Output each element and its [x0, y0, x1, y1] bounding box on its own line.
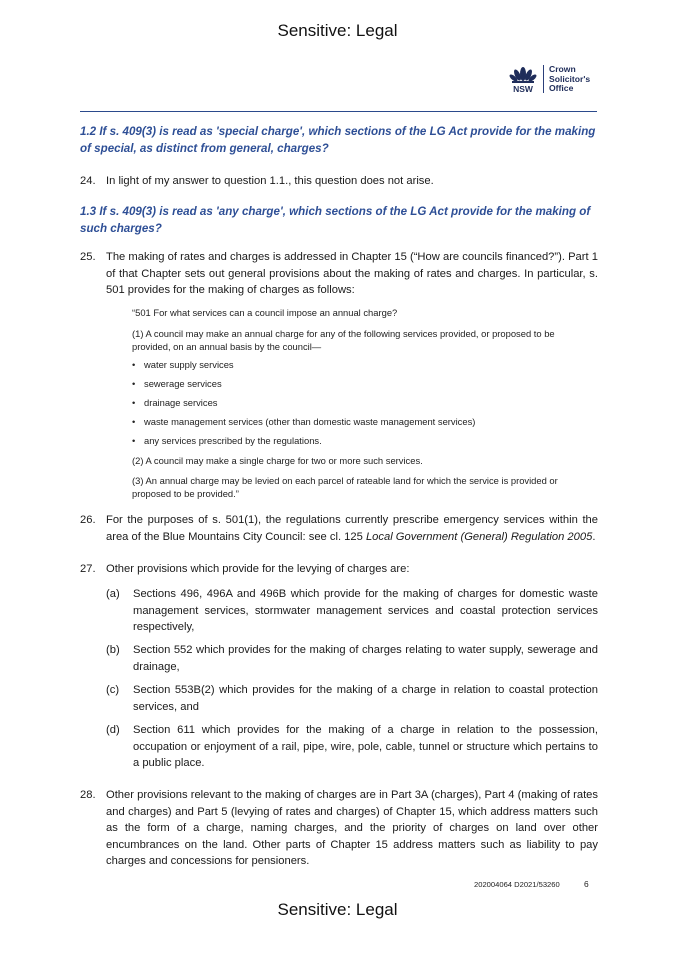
heading-question-1-3: 1.3 If s. 409(3) is read as 'any charge', which sections of the LG Act provide for the making of such charges?	[80, 205, 591, 235]
document-reference: 202004064 D2021/53260	[474, 880, 560, 889]
bullet-text: any services prescribed by the regulations.	[144, 435, 322, 446]
list-item-c	[106, 682, 598, 715]
paragraph-number: 28.	[80, 789, 96, 801]
paragraph-28	[80, 787, 598, 870]
quote-bullet	[132, 434, 562, 447]
logo-divider	[543, 65, 544, 93]
bullet-text: drainage services	[144, 397, 218, 408]
bullet-icon: •	[132, 435, 136, 446]
list-item-text: Section 611 which provides for the making of a charge in relation to the possession, occupation or enjoyment of a rail, pipe, wire, pole, cable, tunnel or structure which pertains to a public place.	[133, 724, 598, 769]
paragraph-text: The making of rates and charges is addressed in Chapter 15 (“How are councils financed?”). Part 1 of that Chapter sets out general provisions about the making of rates and charges. In particular, s. 501 provides for the making of charges as follows:	[106, 251, 598, 296]
paragraph-number: 26.	[80, 514, 96, 526]
list-item-label: (d)	[106, 724, 120, 736]
quote-s501-title: “501 For what services can a council impose an annual charge?	[132, 307, 398, 318]
paragraph-text	[106, 512, 598, 545]
quote-bullet	[132, 415, 562, 428]
header-rule	[80, 111, 597, 112]
bullet-icon: •	[132, 359, 136, 370]
list-item-label: (a)	[106, 588, 120, 600]
list-item-b	[106, 642, 598, 675]
bullet-icon: •	[132, 378, 136, 389]
quote-s501-subsection-1: (1) A council may make an annual charge for any of the following services provided, or proposed to be provided, on an annual basis by the council—	[132, 328, 555, 352]
bullet-text: sewerage services	[144, 378, 222, 389]
classification-footer: Sensitive: Legal	[277, 900, 398, 919]
nsw-crown-solicitors-office-logo	[509, 64, 601, 96]
paragraph-number: 27.	[80, 563, 96, 575]
quote-bullet	[132, 358, 562, 371]
list-item-a	[106, 586, 598, 636]
classification-header: Sensitive: Legal	[277, 21, 398, 40]
paragraph-text: Other provisions which provide for the levying of charges are:	[106, 563, 410, 575]
quote-s501-subsection-3: (3) An annual charge may be levied on each parcel of rateable land for which the service is provided or proposed to be provided.”	[132, 475, 558, 499]
paragraph-text-end: .	[592, 530, 596, 543]
list-item-label: (c)	[106, 684, 120, 696]
quote-bullet	[132, 396, 562, 409]
logo-org-name	[549, 65, 590, 94]
logo-org-line: Crown	[549, 64, 576, 74]
heading-question-1-2: 1.2 If s. 409(3) is read as 'special charge', which sections of the LG Act provide for the making of special, as distinct from general, charges?	[80, 125, 596, 155]
paragraph-number: 25.	[80, 251, 96, 263]
page-number: 6	[584, 879, 589, 889]
list-item-text: Section 553B(2) which provides for the making of a charge in relation to coastal protection services, and	[133, 684, 598, 713]
logo-org-line: Office	[549, 83, 574, 94]
bullet-icon: •	[132, 397, 136, 408]
logo-org-line: Solicitor's	[549, 73, 591, 84]
bullet-text: water supply services	[144, 359, 234, 370]
regulation-citation: Local Government (General) Regulation 2005	[365, 530, 593, 543]
list-item-text: Sections 496, 496A and 496B which provide for the making of charges for domestic waste management services, stormwater management services and coastal protection services respectively,	[133, 588, 598, 633]
paragraph-26	[80, 512, 598, 545]
paragraph-25	[80, 249, 598, 299]
paragraph-text: In light of my answer to question 1.1., this question does not arise.	[106, 175, 434, 187]
waratah-icon	[509, 64, 537, 96]
paragraph-number: 24.	[80, 175, 96, 187]
list-item-label: (b)	[106, 644, 120, 656]
list-item-text: Section 552 which provides for the making of charges relating to water supply, sewerage and drainage,	[133, 644, 598, 673]
bullet-text: waste management services (other than domestic waste management services)	[144, 416, 476, 427]
list-item-d	[106, 722, 598, 772]
quote-s501-subsection-2: (2) A council may make a single charge for two or more such services.	[132, 455, 423, 466]
paragraph-text-main: For the purposes of s. 501(1), the regulations currently prescribe emergency services within the area of the Blue Mountains City Council: see cl. 125	[106, 514, 598, 543]
bullet-icon: •	[132, 416, 136, 427]
paragraph-27	[80, 561, 598, 578]
nsw-logo-text: NSW	[513, 84, 533, 94]
paragraph-24	[80, 173, 598, 190]
paragraph-text: Other provisions relevant to the making of charges are in Part 3A (charges), Part 4 (making of rates and charges) and Part 5 (levying of rates and charges) of Chapter 15, which address matters such as the form of a charge, naming charges, and the priority of charges on land over other encumbrances on the land. Other parts of Chapter 15 address matters such as liability to pay charges and concessions for pensioners.	[106, 789, 598, 867]
quote-bullet	[132, 377, 562, 390]
